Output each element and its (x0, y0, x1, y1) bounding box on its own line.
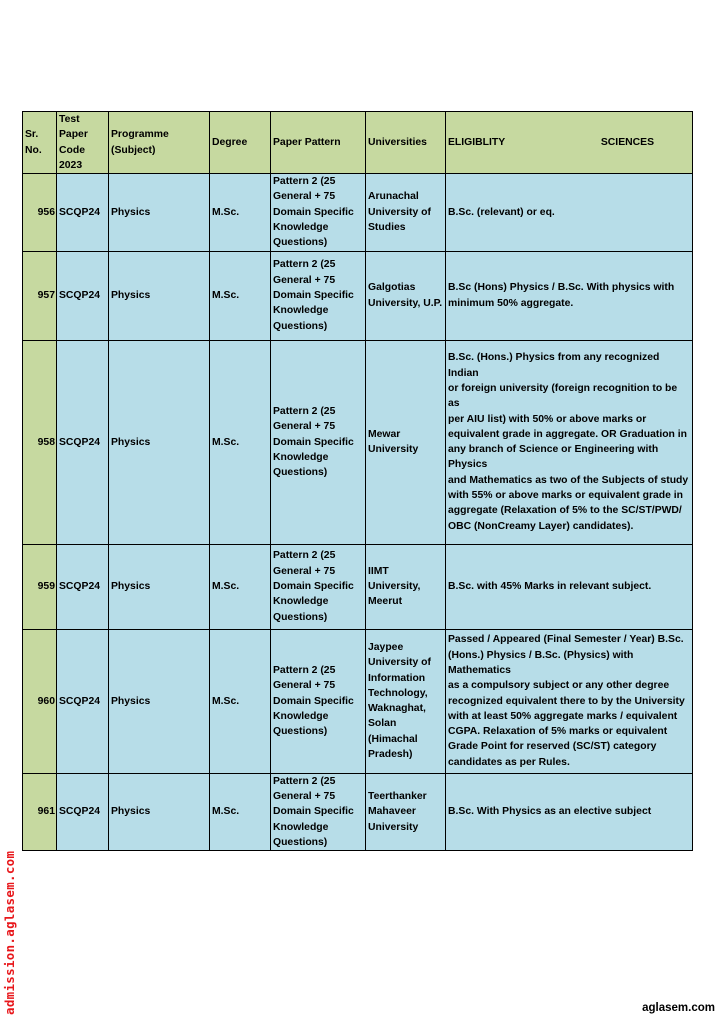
header-programme: Programme (Subject) (109, 112, 210, 174)
table-row (23, 340, 693, 544)
watermark-url: admission.aglasem.com (2, 850, 17, 1015)
degree-cell: M.Sc. (210, 251, 271, 340)
sr-cell: 961 (23, 773, 57, 850)
code-cell: SCQP24 (57, 629, 109, 773)
code-cell: SCQP24 (57, 544, 109, 629)
pattern-cell: Pattern 2 (25 General + 75 Domain Specific Knowledge Questions) (271, 629, 366, 773)
code-cell: SCQP24 (57, 340, 109, 544)
sr-cell: 958 (23, 340, 57, 544)
programme-cell: Physics (109, 174, 210, 251)
programme-cell: Physics (109, 629, 210, 773)
pattern-cell: Pattern 2 (25 General + 75 Domain Specific Knowledge Questions) (271, 174, 366, 251)
footer-brand: aglasem.com (642, 1002, 715, 1014)
university-cell: Galgotias University, U.P. (366, 251, 446, 340)
pattern-cell: Pattern 2 (25 General + 75 Domain Specific Knowledge Questions) (271, 340, 366, 544)
degree-cell: M.Sc. (210, 174, 271, 251)
university-cell: IIMT University, Meerut (366, 544, 446, 629)
sr-cell: 960 (23, 629, 57, 773)
pattern-cell: Pattern 2 (25 General + 75 Domain Specific Knowledge Questions) (271, 544, 366, 629)
pattern-cell: Pattern 2 (25 General + 75 Domain Specific Knowledge Questions) (271, 251, 366, 340)
eligibility-cell: Passed / Appeared (Final Semester / Year) B.Sc. (Hons.) Physics / B.Sc. (Physics) with Mathematics as a compulsory subject or any other degree recognized equivalent there to by the University with at least 50% aggregate marks / equivalent CGPA. Relaxation of 5% marks or equivalent Grade Point for reserved (SC/ST) category candidates as per Rules. (446, 629, 693, 773)
programme-cell: Physics (109, 251, 210, 340)
table-row (23, 174, 693, 251)
header-eligibility: ELIGIBLITY (448, 136, 506, 148)
code-cell: SCQP24 (57, 174, 109, 251)
table-row (23, 629, 693, 773)
table-row (23, 251, 693, 340)
eligibility-cell: B.Sc. (relevant) or eq. (446, 174, 693, 251)
eligibility-cell: B.Sc. (Hons.) Physics from any recognized Indian or foreign university (foreign recognition to be as per AIU list) with 50% or above marks or equivalent grade in aggregate. OR Graduation in any branch of Science or Engineering with Physics and Mathematics as two of the Subjects of study with 55% or above marks or equivalent grade in aggregate (Relaxation of 5% to the SC/ST/PWD/ OBC (NonCreamy Layer) candidates). (446, 340, 693, 544)
header-section: SCIENCES (600, 136, 654, 148)
sr-cell: 957 (23, 251, 57, 340)
sr-cell: 956 (23, 174, 57, 251)
eligibility-cell: B.Sc (Hons) Physics / B.Sc. With physics with minimum 50% aggregate. (446, 251, 693, 340)
table-row (23, 773, 693, 850)
header-sr-no: Sr. No. (23, 112, 57, 174)
eligibility-table (22, 111, 693, 851)
degree-cell: M.Sc. (210, 773, 271, 850)
header-universities: Universities (366, 112, 446, 174)
eligibility-cell: B.Sc. with 45% Marks in relevant subject. (446, 544, 693, 629)
code-cell: SCQP24 (57, 773, 109, 850)
university-cell: Teerthanker Mahaveer University (366, 773, 446, 850)
header-paper-pattern: Paper Pattern (271, 112, 366, 174)
degree-cell: M.Sc. (210, 629, 271, 773)
header-eligibility-cell (446, 112, 693, 174)
programme-cell: Physics (109, 340, 210, 544)
pattern-cell: Pattern 2 (25 General + 75 Domain Specific Knowledge Questions) (271, 773, 366, 850)
sr-cell: 959 (23, 544, 57, 629)
university-cell: Jaypee University of Information Technology, Waknaghat, Solan (Himachal Pradesh) (366, 629, 446, 773)
header-test-paper-code: Test Paper Code 2023 (57, 112, 109, 174)
table-row (23, 544, 693, 629)
header-degree: Degree (210, 112, 271, 174)
university-cell: Mewar University (366, 340, 446, 544)
header-row (23, 112, 693, 174)
degree-cell: M.Sc. (210, 340, 271, 544)
university-cell: Arunachal University of Studies (366, 174, 446, 251)
eligibility-cell: B.Sc. With Physics as an elective subject (446, 773, 693, 850)
programme-cell: Physics (109, 544, 210, 629)
code-cell: SCQP24 (57, 251, 109, 340)
degree-cell: M.Sc. (210, 544, 271, 629)
programme-cell: Physics (109, 773, 210, 850)
